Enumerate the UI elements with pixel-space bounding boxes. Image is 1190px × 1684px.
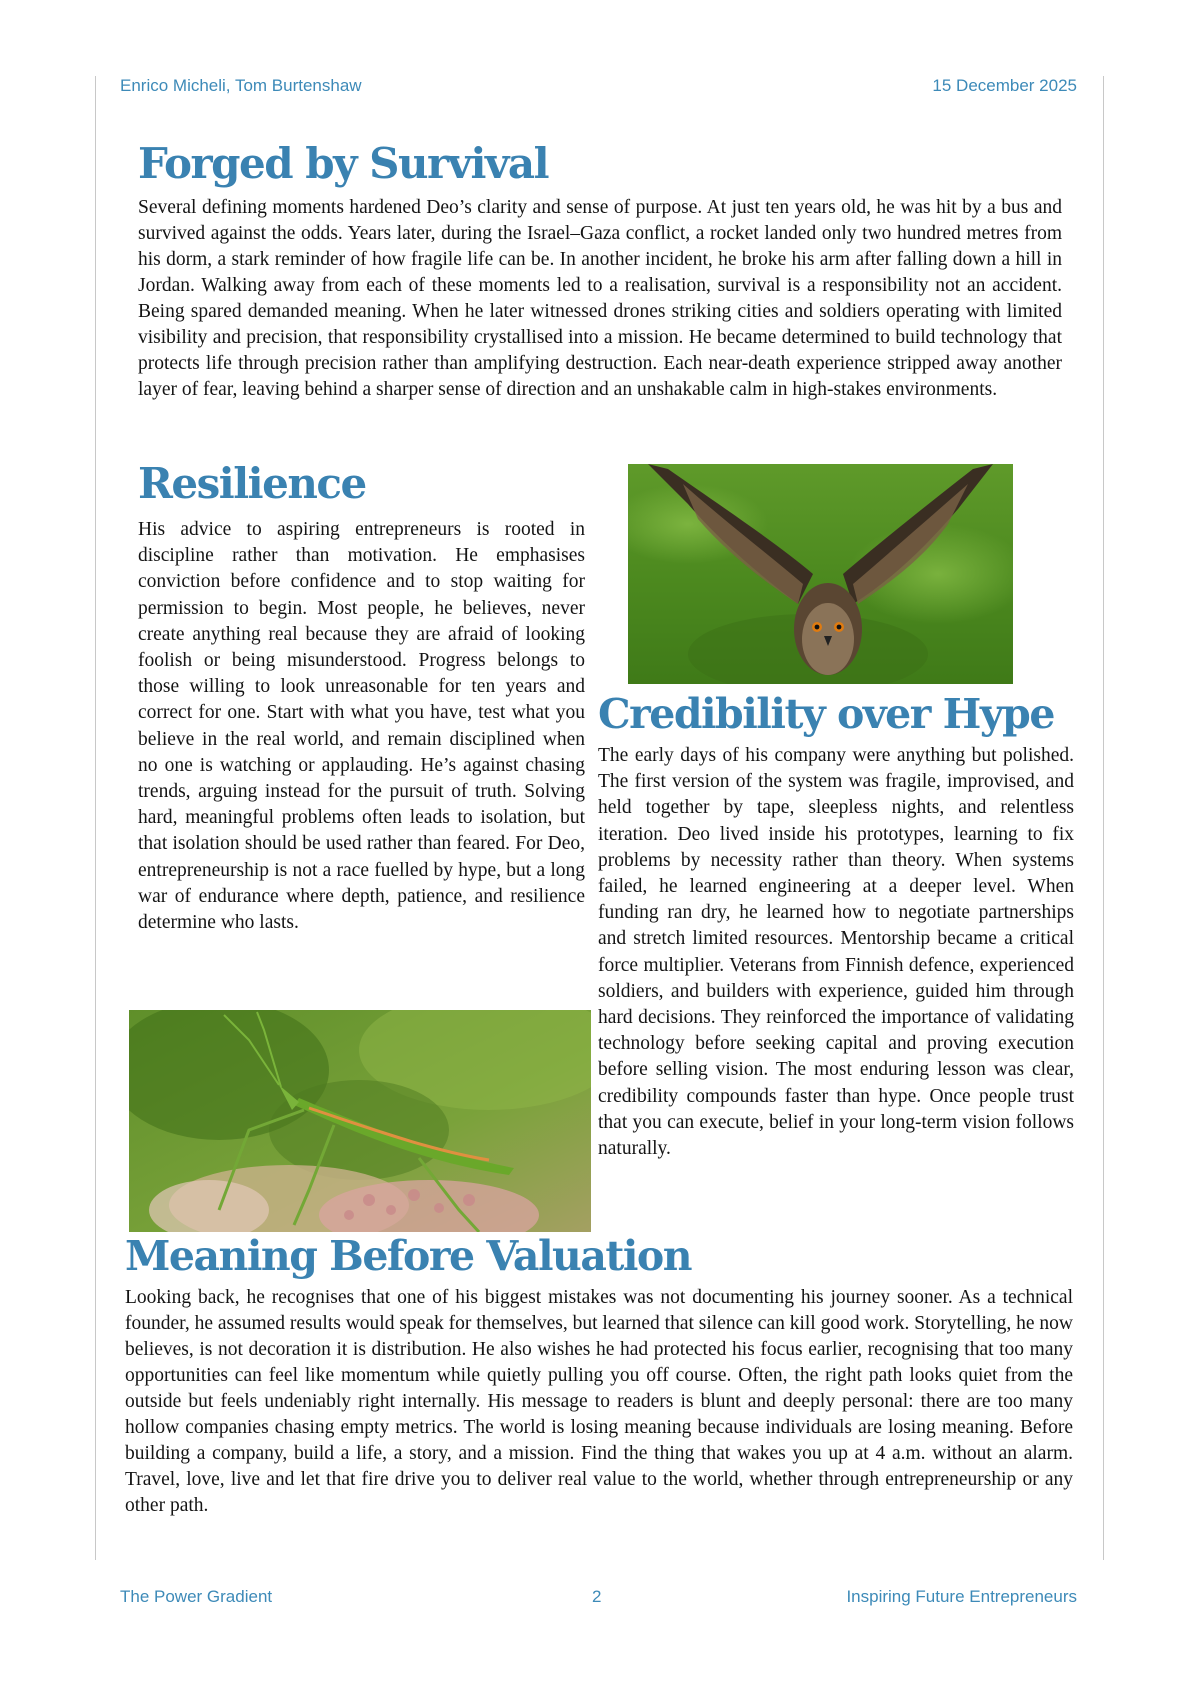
heading-resilience: Resilience — [138, 459, 366, 508]
heading-credibility-over-hype: Credibility over Hype — [598, 690, 1054, 738]
left-margin-rule — [95, 76, 96, 1560]
page-number: 2 — [592, 1587, 602, 1606]
forged-body: Several defining moments hardened Deo’s clarity and sense of purpose. At just ten years old, he was hit by a bus and survived against the odds. Years later, during the Israel–Gaza conflict, a rocket landed only two hundred metres from his dorm, a stark reminder of how fragile life can be. In another incident, he broke his arm after falling down a hill in Jordan. Walking away from each of these moments led to a realisation, survival is a responsibility not an accident. Being spared demanded meaning. When he later witnessed drones striking cities and soldiers operating with limited visibility and precision, that responsibility crystallised into a mission. He became determined to build technology that protects life through precision rather than amplifying destruction. Each near-death experience stripped away another layer of fear, leaving behind a sharper sense of direction and an unshakable calm in high-stakes environments. — [138, 197, 1062, 400]
owl-illustration — [628, 464, 1013, 684]
right-margin-rule — [1103, 76, 1104, 1560]
footer-tagline: Inspiring Future Entrepreneurs — [846, 1587, 1077, 1606]
meaning-body: Looking back, he recognises that one of his biggest mistakes was not documenting his journey sooner. As a technical founder, he assumed results would speak for themselves, but learned that silence can kill good work. Storytelling, he now believes, is not decoration it is distribution. He also wishes he had protected his focus earlier, recognising that too many opportunities can feel like momentum while quietly pulling you off course. Often, the right path looks quiet from the outside but feels undeniably right internally. His message to readers is blunt and deeply personal: there are too many hollow companies chasing empty metrics. The world is losing meaning because individuals are losing meaning. Before building a company, build a life, a story, and a mission. Find the thing that wakes you up at 4 a.m. without an alarm. Travel, love, live and let that fire drive you to deliver real value to the world, whether through entrepreneurship or any other path. — [125, 1287, 1073, 1516]
resilience-body: His advice to aspiring entrepreneurs is rooted in discipline rather than motivation. He emphasises conviction before confidence and to stop waiting for permission to begin. Most people, he believes, never create anything real because they are afraid of looking foolish or being misunderstood. Progress belongs to those willing to look unreasonable for ten years and correct for one. Start with what you have, test what you believe in the real world, and remain disciplined when no one is watching or applauding. He’s against chasing trends, arguing instead for the pursuit of truth. Solving hard, meaningful problems often leads to isolation, but that isolation should be used rather than feared. For Deo, entrepreneurship is not a race fuelled by hype, but a long war of endurance where depth, patience, and resilience determine who lasts. — [138, 519, 585, 934]
header-date: 15 December 2025 — [932, 76, 1077, 95]
owl-photo — [628, 464, 1013, 684]
header-authors: Enrico Micheli, Tom Burtenshaw — [120, 76, 362, 95]
mantis-photo — [129, 1010, 591, 1232]
heading-forged-by-survival: Forged by Survival — [138, 139, 549, 188]
heading-meaning-before-valuation: Meaning Before Valuation — [125, 1232, 692, 1280]
mantis-illustration — [129, 1010, 591, 1232]
footer-publication: The Power Gradient — [120, 1587, 273, 1606]
credibility-body: The early days of his company were anything but polished. The first version of the system was fragile, improvised, and held together by tape, sleepless nights, and relentless iteration. Deo lived inside his prototypes, learning to fix problems by necessity rather than theory. When systems failed, he learned engineering at a deeper level. When funding ran dry, he learned how to negotiate partnerships and stretch limited resources. Mentorship became a critical force multiplier. Veterans from Finnish defence, experienced soldiers, and builders with experience, guided him through hard decisions. They reinforced the importance of validating technology before seeking capital and proving execution before selling vision. The most enduring lesson was clear, credibility compounds faster than hype. Once people trust that you can execute, belief in your long-term vision follows naturally. — [598, 745, 1074, 1160]
